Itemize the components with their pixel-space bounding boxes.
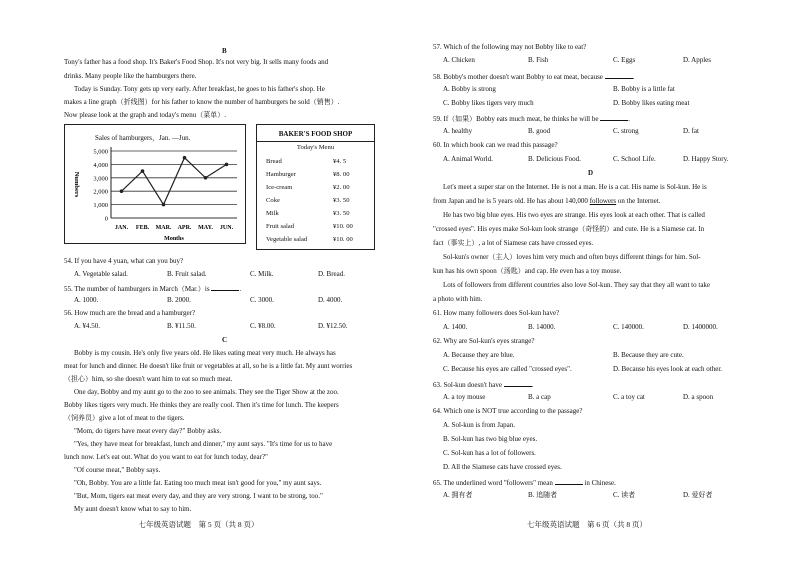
q64-option-b[interactable]: B. Sol-kun has two big blue eyes. (443, 435, 538, 443)
q61-option-a[interactable]: A. 1400. (443, 323, 468, 331)
q59-option-b[interactable]: B. good (528, 127, 551, 135)
menu-item-price: ¥4. 5 (333, 158, 347, 165)
q63-option-b[interactable]: B. a cap (528, 393, 551, 401)
line-chart-svg (65, 125, 245, 243)
q62-option-d[interactable]: D. Because his eyes look at each other. (613, 365, 723, 373)
q58-option-d[interactable]: D. Bobby likes eating meat (613, 99, 690, 107)
menu-item-price: ¥2. 00 (333, 184, 350, 191)
passage-d-line: Sol-kun's owner（主人）loves him very much and often buys different things for him. Sol- (443, 253, 701, 261)
q61-option-d[interactable]: D. 1400000. (683, 323, 718, 331)
question-65-stem (433, 478, 616, 487)
menu-item-name: Ice-cream (266, 184, 293, 191)
passage-d-line: fact（事实上）, a lot of Siamese cats have crossed eyes. (433, 239, 594, 247)
hamburger-sales-chart (64, 124, 246, 244)
passage-c-line: lunch now. Let's eat out. What do you want to eat for lunch today, dear?" (64, 453, 268, 461)
answer-blank[interactable] (211, 284, 242, 293)
question-54-stem: 54. If you have 4 yuan, what can you buy? (64, 257, 184, 265)
passage-d-line: kun has his own spoon（汤匙）and cap. He even has a toy mouse. (433, 267, 622, 275)
q58-end: . (632, 73, 635, 81)
data-point (162, 203, 166, 207)
q58-text: 58. Bobby's mother doesn't want Bobby to eat meat, because (433, 73, 603, 81)
question-55-stem (64, 284, 241, 293)
answer-blank[interactable] (504, 380, 532, 387)
question-59-stem (433, 114, 630, 123)
y-tick-label: 0 (104, 215, 108, 223)
q65-option-a[interactable]: A. 拥有者 (443, 491, 473, 499)
passage-c-line: "Mom, do tigers have meat every day?" Bobby asks. (74, 427, 222, 435)
x-tick-label: MAR. (155, 225, 172, 231)
passage-d-text: from Japan and he is 5 years old. He has about 140,000 (433, 197, 588, 205)
y-axis-label: Numbers (73, 171, 80, 198)
q54-option-d[interactable]: D. Bread. (318, 270, 346, 278)
q56-option-b[interactable]: B. ¥11.50. (167, 322, 196, 330)
q58-option-b[interactable]: B. Bobby is a little fat (613, 85, 675, 93)
answer-blank[interactable] (555, 478, 583, 485)
section-c-heading: C (222, 336, 228, 344)
passage-b-line: Today is Sunday. Tony gets up very early. After breakfast, he goes to his father's shop. He (74, 85, 325, 93)
q57-option-d[interactable]: D. Apples (683, 56, 711, 64)
question-56-stem: 56. How much are the bread and a hamburger? (64, 309, 196, 317)
menu-item-name: Bread (266, 158, 282, 165)
x-tick-label: JAN. (114, 225, 129, 231)
answer-blank[interactable] (600, 114, 628, 121)
q63-option-c[interactable]: C. a toy cat (613, 393, 645, 401)
section-b-heading: B (222, 47, 227, 55)
passage-c-line: "Yes, they have meat for breakfast, lunch and dinner," my aunt says. "It's time for us to have (74, 440, 333, 448)
x-tick-label: APR. (177, 225, 192, 231)
q59-option-c[interactable]: C. strong (613, 127, 639, 135)
data-point (225, 163, 229, 167)
q61-option-b[interactable]: B. 14000. (528, 323, 556, 331)
q63-option-a[interactable]: A. a toy mouse (443, 393, 486, 401)
todays-menu-card (256, 124, 375, 250)
menu-item-name: Coke (266, 197, 280, 204)
data-point (204, 176, 208, 180)
passage-c-line: （饲养员）give a lot of meat to the tigers. (64, 414, 185, 422)
q60-option-d[interactable]: D. Happy Story. (683, 155, 729, 163)
passage-d-line: a photo with him. (433, 295, 483, 303)
passage-b-line: drinks. Many people like the hamburgers there. (64, 72, 197, 80)
followers-underlined-word: followers (589, 197, 617, 205)
menu-item-price: ¥3. 50 (333, 197, 350, 204)
q63-end: . (531, 381, 534, 389)
data-point (183, 156, 187, 160)
q58-option-a[interactable]: A. Bobby is strong (443, 85, 496, 93)
q64-option-a[interactable]: A. Sol-kun is from Japan. (443, 421, 515, 429)
q57-option-b[interactable]: B. Fish (528, 56, 549, 64)
passage-c-line: meat for lunch and dinner. He doesn't like fruit or vegetables at all, so he is a little fat. My aunt worries (64, 362, 353, 370)
question-58-stem (433, 72, 634, 81)
q55-option-a[interactable]: A. 1000. (74, 296, 99, 304)
q63-option-d[interactable]: D. a spoon (683, 393, 714, 401)
passage-c-line: One day, Bobby and my aunt go to the zoo to see animals. They see the Tiger Show at the zoo. (74, 388, 339, 396)
q59-option-a[interactable]: A. healthy (443, 127, 473, 135)
x-tick-label: FEB. (135, 225, 150, 231)
q58-option-c[interactable]: C. Bobby likes tigers very much (443, 99, 534, 107)
question-64-stem: 64. Which one is NOT true according to the passage? (433, 407, 583, 415)
q55-option-c[interactable]: C. 3000. (250, 296, 274, 304)
y-tick-label: 2,000 (93, 188, 108, 196)
q55-end: . (239, 285, 242, 293)
y-tick-label: 4,000 (93, 161, 108, 169)
passage-c-line: Bobby likes tigers very much. He thinks they are really cool. Then it's time for lunch. The keepers (64, 401, 339, 409)
menu-shop-name: BAKER'S FOOD SHOP (278, 130, 353, 138)
question-63-stem (433, 380, 533, 389)
q57-option-c[interactable]: C. Eggs (613, 56, 636, 64)
passage-c-line: My aunt doesn't know what to say to him. (74, 505, 192, 513)
q55-option-d[interactable]: D. 4000. (318, 296, 343, 304)
y-tick-label: 3,000 (93, 175, 108, 183)
passage-d-line: He has two big blue eyes. His two eyes are strange. His eyes look at each other. That is called (443, 211, 705, 219)
q56-option-c[interactable]: C. ¥8.00. (250, 322, 276, 330)
menu-item-name: Fruit salad (266, 223, 295, 230)
menu-subtitle: Today's Menu (296, 144, 335, 151)
passage-b-line: Tony's father has a food shop. It's Baker's Food Shop. It's not very big. It sells many foods and (64, 58, 329, 66)
menu-divider (257, 141, 374, 142)
menu-item-price: ¥10. 00 (333, 236, 353, 243)
passage-d-line (433, 198, 660, 205)
q54-option-b[interactable]: B. Fruit salad. (167, 270, 207, 278)
q63-text: 63. Sol-kun doesn't have (433, 381, 502, 389)
passage-c-line: Bobby is my cousin. He's only five years old. He likes eating meat very much. He always has (74, 349, 336, 357)
q60-option-c[interactable]: C. School Life. (613, 155, 656, 163)
passage-d-line: Lots of followers from different countries also love Sol-kun. They say that they all want to take (443, 281, 711, 289)
passage-c-line: "Oh, Bobby. You are a little fat. Eating too much meat isn't good for you," my aunt says. (74, 479, 322, 487)
question-60-stem: 60. In which book can we read this passage? (433, 141, 558, 149)
q55-text: 55. The number of hamburgers in March（Mar.）is (64, 285, 210, 293)
q59-text: 59. If（如果）Bobby eats much meat, he thinks he will be (433, 115, 599, 123)
menu-item-price: ¥10. 00 (333, 223, 353, 230)
passage-b-line: makes a line graph（折线图）for his father to know the number of hamburgers he sold（销售）. (64, 98, 340, 106)
q62-option-c[interactable]: C. Because his eyes are called "crossed eyes". (443, 365, 572, 373)
menu-item-name: Milk (266, 210, 279, 217)
data-point (141, 169, 145, 173)
q54-option-a[interactable]: A. Vegetable salad. (74, 270, 128, 278)
chart-title: Sales of hamburgers，Jan. —Jun. (95, 134, 191, 142)
page-footer-left: 七年级英语试题 第 5 页（共 8 页） (138, 520, 259, 529)
x-tick-label: MAY. (198, 225, 213, 231)
q56-option-d[interactable]: D. ¥12.50. (318, 322, 348, 330)
q56-option-a[interactable]: A. ¥4.50. (74, 322, 101, 330)
passage-d-line: Let's meet a super star on the Internet. He is not a man. He is a cat. His name is Sol-kun. He is (443, 183, 707, 191)
passage-c-line: （担心）him, so she doesn't want him to eat so much meat. (64, 375, 233, 383)
q60-option-a[interactable]: A. Animal World. (443, 155, 493, 163)
q60-option-b[interactable]: B. Delicious Food. (528, 155, 581, 163)
q59-end: . (628, 115, 630, 123)
section-d-heading: D (588, 169, 594, 177)
x-axis-label: Months (164, 236, 184, 242)
q64-option-d[interactable]: D. All the Siamese cats have crossed eyes. (443, 463, 562, 471)
q61-option-c[interactable]: C. 140000. (613, 323, 644, 331)
q65-end: in Chinese. (584, 479, 616, 487)
q65-option-b[interactable]: B. 追随者 (528, 491, 558, 499)
q65-text: 65. The underlined word "followers" mean (433, 479, 553, 487)
menu-item-price: ¥8. 00 (333, 171, 350, 178)
q65-option-d[interactable]: D. 爱好者 (683, 491, 713, 499)
passage-d-text: on the Internet. (617, 197, 661, 205)
q62-option-a[interactable]: A. Because they are blue. (443, 351, 515, 359)
page-footer-right: 七年级英语试题 第 6 页（共 8 页） (527, 520, 647, 529)
q65-option-c[interactable]: C. 读者 (613, 491, 636, 499)
data-point (120, 189, 124, 193)
menu-item-name: Vegetable salad (266, 236, 308, 243)
q54-option-c[interactable]: C. Milk. (250, 270, 274, 278)
menu-item-name: Hamburger (266, 171, 296, 178)
q62-option-b[interactable]: B. Because they are cute. (613, 351, 684, 359)
q57-option-a[interactable]: A. Chicken (443, 56, 475, 64)
passage-c-line: "But, Mom, tigers eat meat every day, and they are very strong. I want to be strong, too." (74, 492, 323, 500)
passage-b-line: Now please look at the graph and today's menu（菜单）. (64, 111, 227, 119)
question-61-stem: 61. How many followers does Sol-kun have? (433, 309, 560, 317)
q64-option-c[interactable]: C. Sol-kun has a lot of followers. (443, 449, 536, 457)
y-tick-label: 1,000 (93, 202, 108, 210)
answer-blank[interactable] (605, 72, 633, 79)
question-57-stem: 57. Which of the following may not Bobby like to eat? (433, 43, 587, 51)
menu-item-price: ¥3. 50 (333, 210, 350, 217)
y-tick-label: 5,000 (93, 148, 108, 156)
passage-d-line: "crossed eyes". His eyes make Sol-kun look strange（奇怪的）and cute. He is a Siamese cat. In (433, 225, 705, 233)
passage-c-line: "Of course meat," Bobby says. (74, 466, 161, 474)
x-tick-label: JUN. (219, 225, 234, 231)
question-62-stem: 62. Why are Sol-kun's eyes strange? (433, 337, 535, 345)
q55-option-b[interactable]: B. 2000. (167, 296, 191, 304)
q59-option-d[interactable]: D. fat (683, 127, 699, 135)
right-page (397, 0, 794, 561)
